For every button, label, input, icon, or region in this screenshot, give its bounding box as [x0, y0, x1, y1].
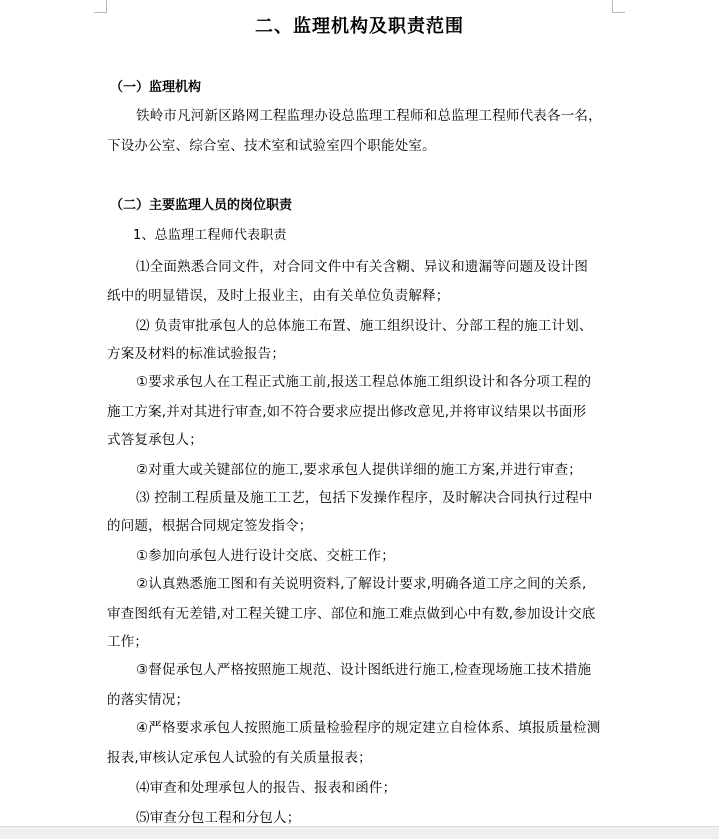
paragraph-line: ②对重大或关键部位的施工,要求承包人提供详细的施工方案,并进行审查；	[136, 462, 582, 478]
paragraph-line: ⑷审查和处理承包人的报告、报表和函件；	[136, 780, 397, 796]
paragraph-line: 工作；	[107, 634, 149, 650]
paragraph-line: ⑴全面熟悉合同文件，对合同文件中有关含糊、异议和遗漏等问题及设计图	[136, 259, 589, 275]
page-title: 二、监理机构及职责范围	[255, 16, 464, 37]
paragraph-line: 纸中的明显错误，及时上报业主，由有关单位负责解释；	[107, 288, 450, 304]
paragraph-line: 下设办公室、综合室、技术室和试验室四个职能处室。	[107, 138, 436, 154]
paragraph-line: 式答复承包人；	[107, 432, 203, 448]
paragraph-line: ①参加向承包人进行设计交底、交桩工作；	[136, 548, 395, 564]
paragraph-line: ⑸审查分包工程和分包人；	[136, 810, 301, 826]
paragraph-line: 的问题，根据合同规定签发指令；	[107, 518, 313, 534]
paragraph-line: ⑶ 控制工程质量及施工工艺，包括下发操作程序，及时解决合同执行过程中	[136, 490, 593, 506]
page-bottom-edge	[0, 826, 719, 839]
paragraph-line: ②认真熟悉施工图和有关说明资料,了解设计要求,明确各道工序之间的关系,	[136, 576, 587, 592]
paragraph-line: 审查图纸有无差错,对工程关键工序、部位和施工难点做到心中有数,参加设计交底	[107, 606, 596, 622]
paragraph-line: 施工方案,并对其进行审查,如不符合要求应提出修改意见,并将审议结果以书面形	[107, 404, 587, 420]
paragraph-line: ③督促承包人严格按照施工规范、设计图纸进行施工,检查现场施工技术措施	[136, 662, 592, 678]
paragraph-line: 报表,审核认定承包人试验的有关质量报表；	[107, 750, 372, 766]
paragraph-line: ④严格要求承包人按照施工质量检验程序的规定建立自检体系、填报质量检测	[136, 720, 601, 736]
section-heading-organization: （一）监理机构	[110, 80, 202, 95]
paragraph-line: ①要求承包人在工程正式施工前,报送工程总体施工组织设计和各分项工程的	[136, 374, 592, 390]
paragraph-line: 铁岭市凡河新区路网工程监理办设总监理工程师和总监理工程师代表各一名，	[136, 108, 602, 124]
subheading-chief-representative: 1、总监理工程师代表职责	[133, 228, 287, 243]
paragraph-line: 的落实情况；	[107, 692, 190, 708]
section-heading-duties: （二）主要监理人员的岗位职责	[110, 198, 293, 213]
paragraph-line: ⑵ 负责审批承包人的总体施工布置、施工组织设计、分部工程的施工计划、	[136, 318, 593, 334]
paragraph-line: 方案及材料的标准试验报告；	[107, 346, 286, 362]
